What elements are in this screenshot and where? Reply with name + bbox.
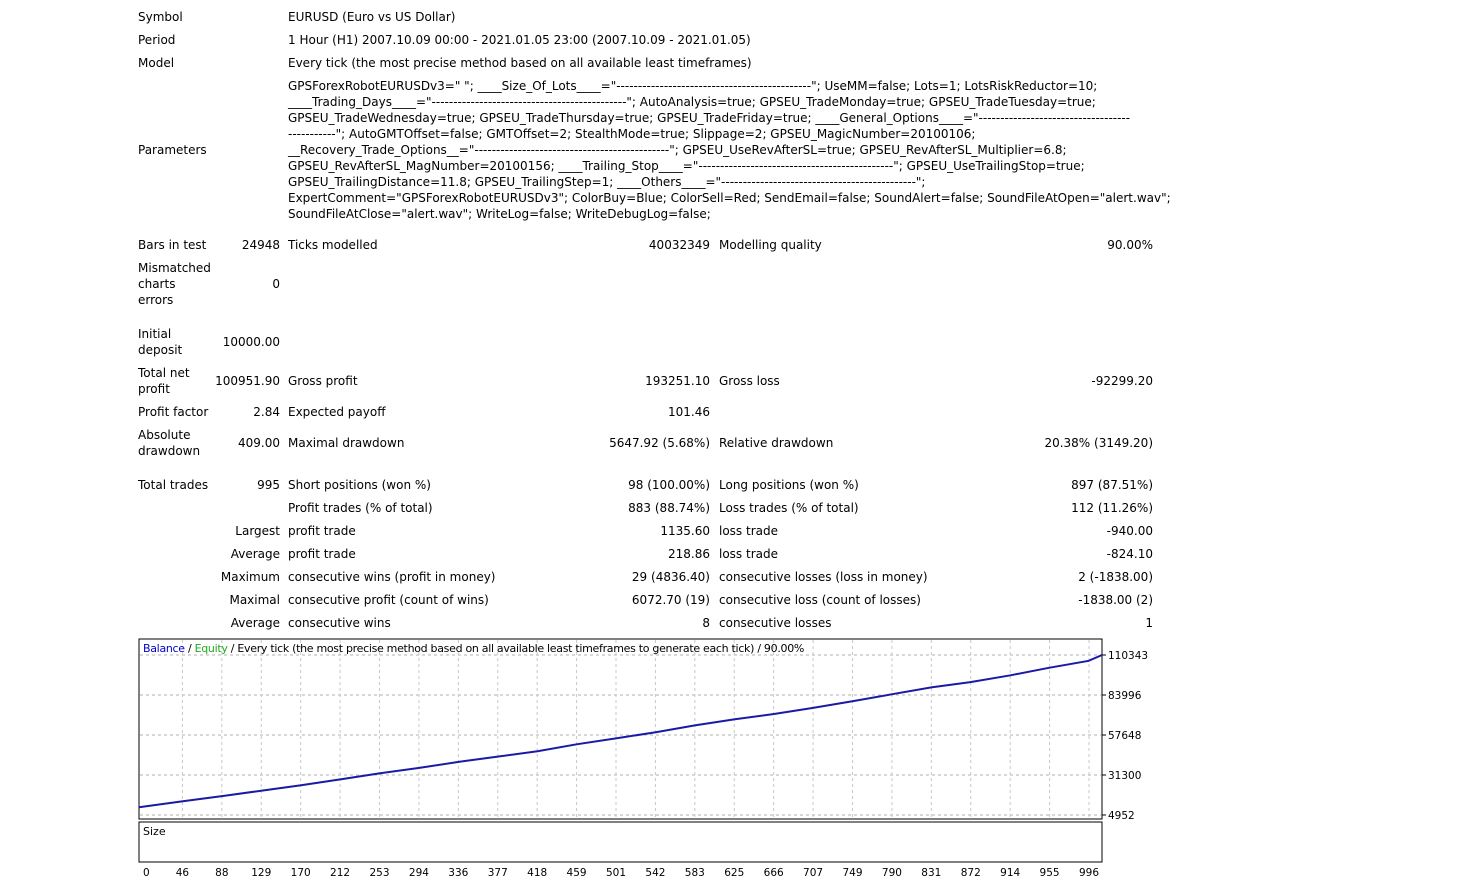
avg-consecutive-wins-value: 8 [702,616,710,630]
largest-profit-label: profit trade [288,524,356,538]
model-value: Every tick (the most precise method based on all available least timeframes) [288,56,752,70]
period-label: Period [138,33,176,47]
x-tick-label: 459 [566,867,587,879]
parameters-line: GPSEU_RevAfterSL_MagNumber=20100156; ____Trailing_Stop____="---------------------------------------------"; GPSEU_UseTrailingStop=true; [288,159,1085,173]
max-consecutive-losses-label: consecutive losses (loss in money) [719,570,928,584]
x-tick-label: 377 [487,867,508,879]
legend-separator: / [184,642,195,655]
max-consecutive-wins-label: consecutive wins (profit in money) [288,570,496,584]
max-consecutive-wins-value: 29 (4836.40) [631,570,710,584]
period-value: 1 Hour (H1) 2007.10.09 00:00 - 2021.01.05 23:00 (2007.10.09 - 2021.01.05) [288,33,751,47]
x-tick-label: 749 [842,867,863,879]
x-tick-label: 583 [684,867,705,879]
parameters-line: __Recovery_Trade_Options__="---------------------------------------------"; GPSEU_UseRevAfterSL=true; GPSEU_RevAfterSL_Multiplier=6.8; [288,143,1067,157]
parameters-line: ____Trading_Days____="---------------------------------------------"; AutoAnalysis=true; GPSEU_TradeMonday=true; GPSEU_TradeTuesday=true; [288,95,1096,109]
avg-consecutive-losses-value: 1 [1145,616,1153,630]
expected-payoff-label: Expected payoff [288,405,386,419]
legend-description: / Every tick (the most precise method based on all available least timeframes to generate each tick) / 90.00% [227,642,805,655]
parameters-line: GPSForexRobotEURUSDv3=" "; ____Size_Of_Lots____="---------------------------------------------"; UseMM=false; Lots=1; LotsRiskReductor=10; [288,79,1098,93]
deposit-label: deposit [138,343,183,357]
parameters-label: Parameters [138,143,207,157]
average-profit-label: profit trade [288,547,356,561]
chart-legend [143,642,804,655]
expected-payoff-value: 101.46 [668,405,710,419]
y-tick-label: 110343 [1108,650,1149,662]
x-tick-label: 170 [290,867,311,879]
relative-drawdown-label: Relative drawdown [719,436,834,450]
gross-profit-label: Gross profit [288,374,358,388]
chart-frame [139,639,1102,819]
ticks-value: 40032349 [648,238,710,252]
net-profit-label: profit [138,382,170,396]
loss-trades-label: Loss trades (% of total) [719,501,859,515]
x-tick-label: 253 [369,867,390,879]
absolute-drawdown-label: Absolute [138,428,191,442]
average-consecutive-label: Average [230,616,280,630]
model-label: Model [138,56,175,70]
symbol-label: Symbol [138,10,183,24]
y-tick-label: 83996 [1108,690,1142,702]
maximal-drawdown-value: 5647.92 (5.68%) [609,436,710,450]
x-tick-label: 790 [881,867,902,879]
x-tick-label: 831 [921,867,942,879]
quality-label: Modelling quality [719,238,822,252]
x-tick-label: 336 [448,867,469,879]
avg-consecutive-losses-label: consecutive losses [719,616,832,630]
net-profit-label: Total net [138,366,190,380]
x-tick-label: 914 [1000,867,1021,879]
loss-trades-value: 112 (11.26%) [1071,501,1153,515]
maximal-consecutive-profit-value: 6072.70 (19) [631,593,710,607]
short-positions-value: 98 (100.00%) [628,478,710,492]
x-tick-label: 501 [605,867,627,879]
avg-consecutive-wins-label: consecutive wins [288,616,391,630]
largest-profit-value: 1135.60 [660,524,710,538]
parameters-line: ExpertComment="GPSForexRobotEURUSDv3"; ColorBuy=Blue; ColorSell=Red; SendEmail=false; SoundAlert=false; SoundFileAtOpen="alert.wav"; [288,191,1171,205]
average-loss-label: loss trade [719,547,778,561]
x-tick-label: 955 [1039,867,1060,879]
x-tick-label: 418 [527,867,548,879]
profit-trades-label: Profit trades (% of total) [288,501,433,515]
bars-label: Bars in test [138,238,207,252]
x-tick-label: 0 [143,867,150,879]
x-tick-label: 46 [175,867,190,879]
largest-label: Largest [235,524,280,538]
average-profit-value: 218.86 [668,547,710,561]
average-label: Average [230,547,280,561]
x-tick-label: 707 [803,867,824,879]
x-tick-label: 88 [215,867,229,879]
gross-loss-label: Gross loss [719,374,780,388]
gross-profit-value: 193251.10 [645,374,710,388]
maximal-label: Maximal [229,593,280,607]
deposit-label: Initial [138,327,172,341]
absolute-drawdown-label: drawdown [138,444,201,458]
x-tick-label: 294 [408,867,429,879]
quality-value: 90.00% [1107,238,1153,252]
maximal-consecutive-loss-value: -1838.00 (2) [1078,593,1153,607]
y-tick-label: 31300 [1108,770,1142,782]
maximal-consecutive-loss-label: consecutive loss (count of losses) [719,593,921,607]
legend-equity: Equity [194,642,228,655]
x-tick-label: 666 [763,867,784,879]
size-panel-frame [139,822,1102,862]
mismatch-label: charts [138,277,176,291]
ticks-label: Ticks modelled [288,238,378,252]
net-profit-value: 100951.90 [215,374,280,388]
symbol-value: EURUSD (Euro vs US Dollar) [288,10,456,24]
x-tick-label: 129 [251,867,272,879]
maximal-consecutive-profit-label: consecutive profit (count of wins) [288,593,489,607]
x-tick-label: 996 [1078,867,1100,879]
x-tick-label: 542 [645,867,666,879]
x-tick-label: 872 [960,867,981,879]
long-positions-value: 897 (87.51%) [1071,478,1153,492]
average-loss-value: -824.10 [1106,547,1153,561]
mismatch-label: errors [138,293,174,307]
parameters-line: GPSEU_TrailingDistance=11.8; GPSEU_TrailingStep=1; ____Others____="---------------------------------------------"; [288,175,926,189]
legend-balance: Balance [143,642,185,655]
absolute-drawdown-value: 409.00 [238,436,280,450]
mismatch-value: 0 [272,277,280,291]
deposit-value: 10000.00 [222,335,280,349]
mismatch-label: Mismatched [138,261,211,275]
largest-loss-label: loss trade [719,524,778,538]
gross-loss-value: -92299.20 [1091,374,1153,388]
parameters-line: GPSEU_TradeWednesday=true; GPSEU_TradeThursday=true; GPSEU_TradeFriday=true; ____General_Options____="----------------------------------- [288,111,1131,125]
bars-value: 24948 [241,238,280,252]
maximum-label: Maximum [220,570,280,584]
profit-trades-value: 883 (88.74%) [628,501,710,515]
short-positions-label: Short positions (won %) [288,478,431,492]
parameters-line: SoundFileAtClose="alert.wav"; WriteLog=false; WriteDebugLog=false; [288,207,711,221]
y-tick-label: 4952 [1108,810,1135,822]
profit-factor-value: 2.84 [253,405,280,419]
max-consecutive-losses-value: 2 (-1838.00) [1078,570,1153,584]
size-label: Size [143,825,166,838]
relative-drawdown-value: 20.38% (3149.20) [1044,436,1153,450]
x-tick-label: 212 [330,867,351,879]
long-positions-label: Long positions (won %) [719,478,859,492]
total-trades-label: Total trades [138,478,209,492]
y-tick-label: 57648 [1108,730,1142,742]
x-tick-label: 625 [724,867,745,879]
total-trades-value: 995 [257,478,280,492]
largest-loss-value: -940.00 [1106,524,1153,538]
parameters-line: -----------"; AutoGMTOffset=false; GMTOffset=2; StealthMode=true; Slippage=2; GPSEU_MagicNumber=20100106; [288,127,976,141]
maximal-drawdown-label: Maximal drawdown [288,436,405,450]
profit-factor-label: Profit factor [138,405,209,419]
